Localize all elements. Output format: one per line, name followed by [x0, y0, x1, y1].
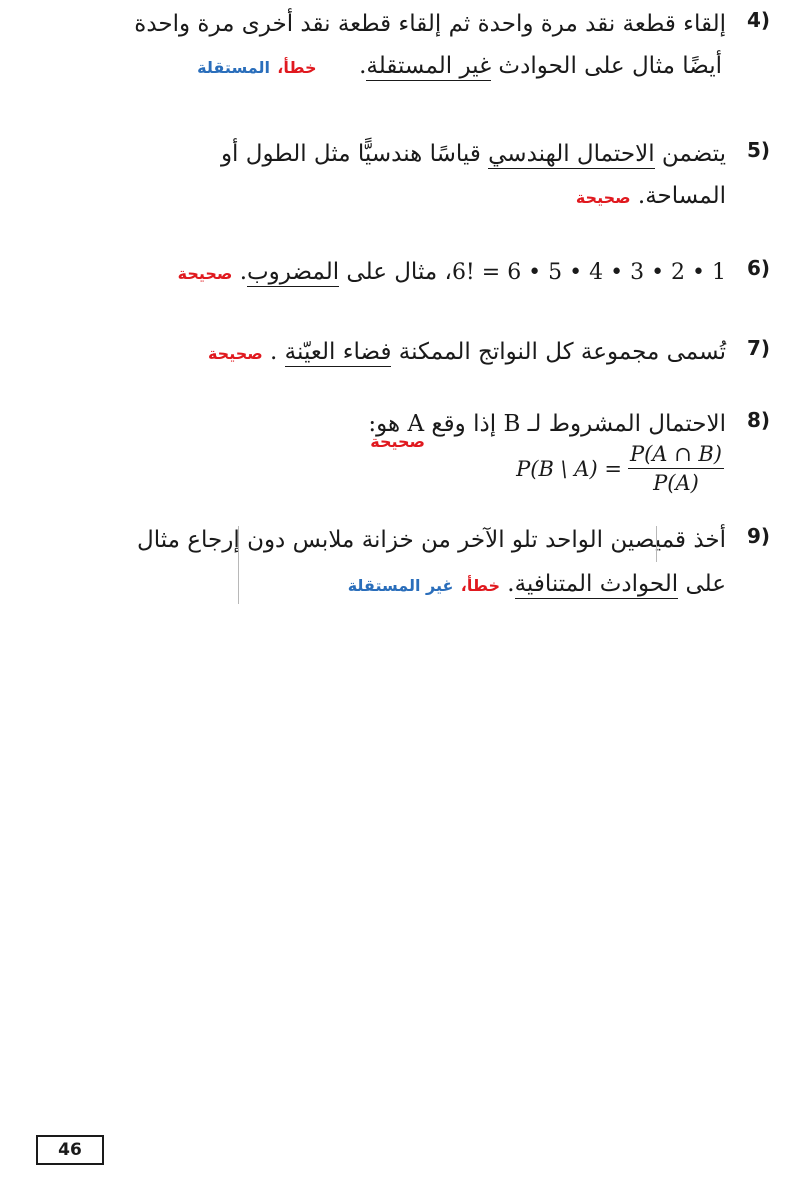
statement-line: المساحة. صحيحة — [575, 183, 726, 209]
statement-item-5 — [10, 138, 770, 218]
answer-label: صحيحة — [370, 432, 425, 451]
text-cursor-mark — [656, 526, 657, 562]
correction-label: غير المستقلة — [347, 576, 454, 595]
text-cursor-mark — [238, 526, 239, 604]
item-number: 7) — [746, 336, 770, 360]
underlined-term: الحوادث المتنافية — [514, 571, 679, 597]
correction-label: المستقلة — [197, 58, 270, 77]
statement-item-6 — [10, 256, 770, 296]
item-number: 5) — [746, 138, 770, 162]
answer-label: خطأ، — [460, 576, 500, 595]
underlined-term: غير المستقلة — [366, 53, 492, 79]
statement-item-8 — [10, 408, 770, 508]
statement-line: على الحوادث المتنافية. خطأ، غير المستقلة — [347, 571, 726, 597]
statement-line: يتضمن الاحتمال الهندسي قياسًا هندسيًّا مثل الطول أو — [220, 141, 726, 167]
page-number: 46 — [36, 1135, 104, 1165]
answer-label: صحيحة — [575, 188, 631, 207]
answer-label: صحيحة — [207, 344, 263, 363]
conditional-probability-formula: P(B \ A) = $\frac{P(A \cap B)}{P(A)}$ — [516, 442, 722, 495]
answer-label: صحيحة — [177, 264, 233, 283]
item-number: 6) — [746, 256, 770, 280]
statement-line: أخذ قميصين الواحد تلو الآخر من خزانة ملابس دون إرجاع مثال — [137, 527, 726, 553]
statement-line: تُسمى مجموعة كل النواتج الممكنة فضاء العيّنة . صحيحة — [207, 339, 726, 365]
statement-line: أيضًا مثال على الحوادث غير المستقلة. خطأ، المستقلة — [197, 53, 722, 79]
item-number: 4) — [746, 8, 770, 32]
item-number: 9) — [746, 524, 770, 548]
statement-line: 6! = 6 • 5 • 4 • 3 • 2 • 1، مثال على المضروب. صحيحة — [178, 256, 726, 290]
statement-line: الاحتمال المشروط لـ B إذا وقع A هو: — [368, 411, 726, 437]
item-number: 8) — [746, 408, 770, 432]
statement-item-7 — [10, 336, 770, 376]
answer-label: خطأ، — [277, 58, 317, 77]
underlined-term: فضاء العيّنة — [284, 339, 392, 365]
statement-item-4 — [10, 8, 770, 88]
underlined-term: الاحتمال الهندسي — [488, 141, 655, 167]
statement-line: إلقاء قطعة نقد مرة واحدة ثم إلقاء قطعة نقد أخرى مرة واحدة — [134, 11, 726, 37]
underlined-term: المضروب — [247, 259, 340, 285]
factorial-expression: 6! = 6 • 5 • 4 • 3 • 2 • 1 — [451, 260, 726, 285]
